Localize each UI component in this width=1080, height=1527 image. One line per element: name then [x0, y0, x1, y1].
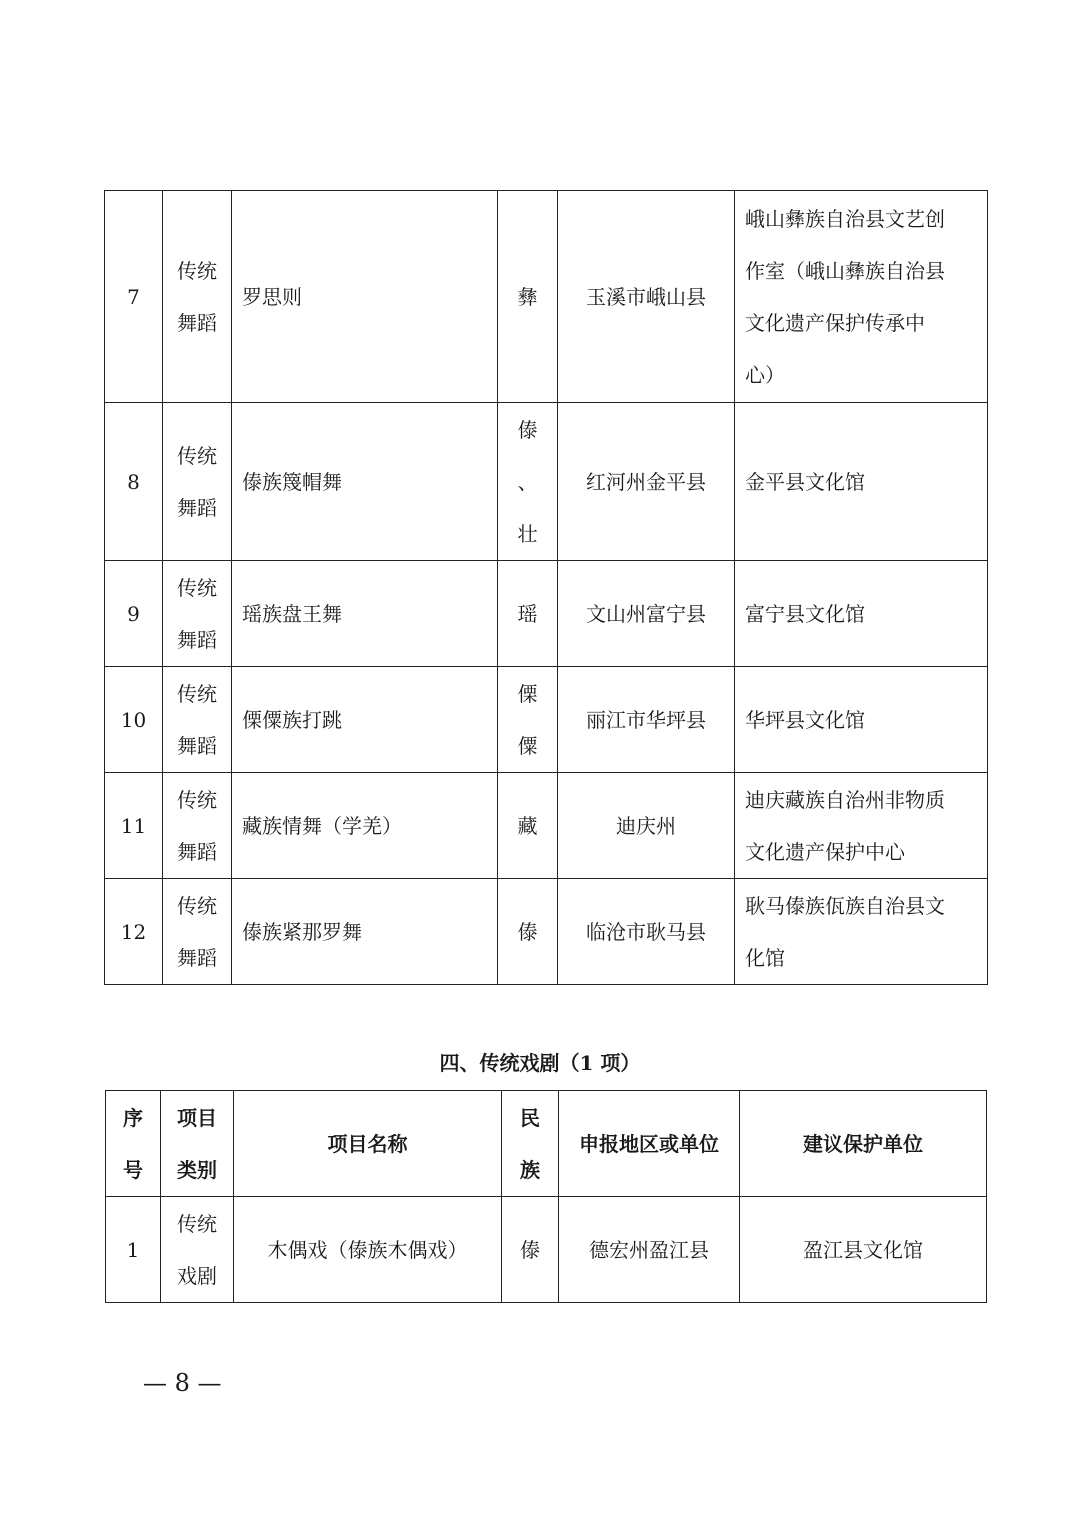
ethnic-cell: 傣	[498, 879, 558, 985]
category-cell: 传统 舞蹈	[163, 879, 232, 985]
category-cell: 传统 舞蹈	[163, 561, 232, 667]
header-name: 项目名称	[234, 1091, 502, 1197]
header-category: 项目 类别	[161, 1091, 234, 1197]
region-cell: 文山州富宁县	[558, 561, 735, 667]
ethnic-cell: 瑶	[498, 561, 558, 667]
header-region: 申报地区或单位	[559, 1091, 740, 1197]
header-unit: 建议保护单位	[740, 1091, 987, 1197]
table-row	[105, 667, 988, 773]
project-name: 藏族情舞（学羌）	[232, 773, 498, 879]
table-row	[105, 773, 988, 879]
table-row	[105, 191, 988, 403]
unit-cell: 金平县文化馆	[735, 403, 988, 561]
region-cell: 临沧市耿马县	[558, 879, 735, 985]
unit-cell: 盈江县文化馆	[740, 1197, 987, 1303]
region-cell: 迪庆州	[558, 773, 735, 879]
unit-cell: 华坪县文化馆	[735, 667, 988, 773]
region-cell: 红河州金平县	[558, 403, 735, 561]
table-row	[106, 1197, 987, 1303]
ethnic-cell: 傈 僳	[498, 667, 558, 773]
ethnic-cell: 藏	[498, 773, 558, 879]
table-row	[105, 403, 988, 561]
project-name: 罗思则	[232, 191, 498, 403]
row-number: 9	[105, 561, 163, 667]
row-number: 8	[105, 403, 163, 561]
table-header-row	[106, 1091, 987, 1197]
row-number: 1	[106, 1197, 161, 1303]
project-name: 傣族紧那罗舞	[232, 879, 498, 985]
page-number: — 8 —	[143, 1369, 222, 1397]
heritage-table-dance	[104, 190, 988, 985]
section-title: 四、传统戏剧（1 项）	[439, 1051, 641, 1075]
table-row	[105, 561, 988, 667]
region-cell: 德宏州盈江县	[559, 1197, 740, 1303]
category-cell: 传统 舞蹈	[163, 773, 232, 879]
row-number: 12	[105, 879, 163, 985]
project-name: 木偶戏（傣族木偶戏）	[234, 1197, 502, 1303]
ethnic-cell: 彝	[498, 191, 558, 403]
row-number: 11	[105, 773, 163, 879]
project-name: 傈僳族打跳	[232, 667, 498, 773]
table-row	[105, 879, 988, 985]
project-name: 瑶族盘王舞	[232, 561, 498, 667]
ethnic-cell: 傣 、 壮	[498, 403, 558, 561]
category-cell: 传统 舞蹈	[163, 403, 232, 561]
ethnic-cell: 傣	[502, 1197, 559, 1303]
category-cell: 传统 舞蹈	[163, 667, 232, 773]
heritage-table-drama	[105, 1090, 987, 1303]
unit-cell: 富宁县文化馆	[735, 561, 988, 667]
row-number: 7	[105, 191, 163, 403]
header-no: 序 号	[106, 1091, 161, 1197]
header-ethnic: 民 族	[502, 1091, 559, 1197]
unit-cell: 峨山彝族自治县文艺创 作室（峨山彝族自治县 文化遗产保护传承中 心）	[735, 191, 988, 403]
region-cell: 丽江市华坪县	[558, 667, 735, 773]
project-name: 傣族篾帽舞	[232, 403, 498, 561]
category-cell: 传统 戏剧	[161, 1197, 234, 1303]
row-number: 10	[105, 667, 163, 773]
region-cell: 玉溪市峨山县	[558, 191, 735, 403]
category-cell: 传统 舞蹈	[163, 191, 232, 403]
unit-cell: 迪庆藏族自治州非物质 文化遗产保护中心	[735, 773, 988, 879]
unit-cell: 耿马傣族佤族自治县文 化馆	[735, 879, 988, 985]
